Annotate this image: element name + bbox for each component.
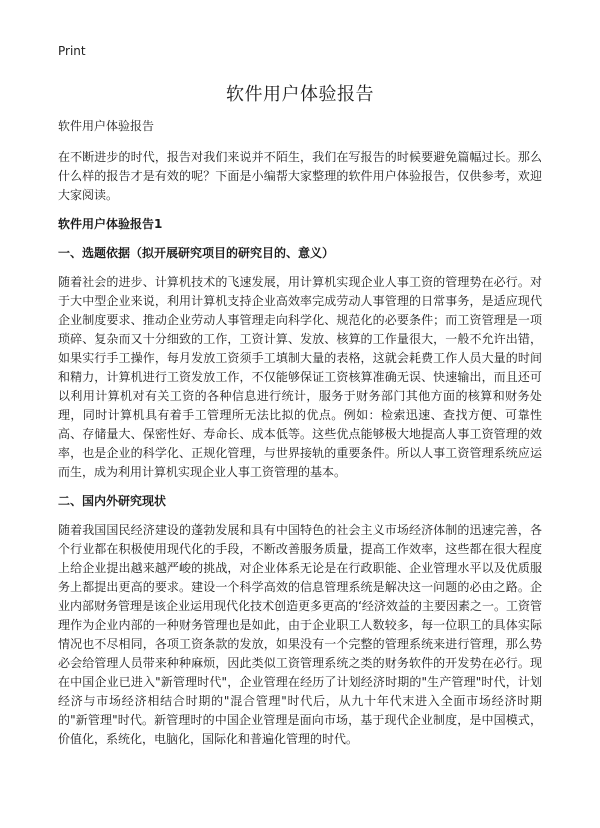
section-2-heading: 二、国内外研究现状 xyxy=(58,494,167,508)
intro-paragraph: 在不断进步的时代，报告对我们来说并不陌生，我们在写报告的时候要避免篇幅过长。那么什么样的报告才是有效的呢？下面是小编帮大家整理的软件用户体验报告，仅供参考，欢迎大家阅读。 xyxy=(58,150,542,202)
page-title: 软件用户体验报告 xyxy=(226,84,374,105)
document-subtitle: 软件用户体验报告 xyxy=(58,119,155,133)
section-2-paragraph: 随着我国国民经济建设的蓬勃发展和具有中国特色的社会主义市场经济体制的迅速完善，各个行业都在积极使用现代化的手段，不断改善服务质量，提高工作效率，这些都在很大程度上给企业提出越来越严峻的挑战，对企业体系无论是在行政职能、企业管理水平以及优质服务上都提出更高的要求。建设一个科学高效的信息管理系统是解决这一问题的必由之路。企业内部财务管理是该企业运用现代化技术创造更多更高的‘经济效益的主要因素之一。工资管理作为企业内部的一种财务管理也是如此，由于企业职工人数较多，每一位职工的具体实际情况也不尽相同，各项工资条款的发放，如果没有一个完整的管理系统来进行管理，那么势必会给管理人员带来种种麻烦，因此类似工资管理系统之类的财务软件的开发势在必行。现在中国企业已进入"新管理时代"，企业管理在经历了计划经济时期的"生产管理"时代，计划经济与市场经济相结合时期的"混合管理"时代后，从九十年代末进入全面市场经济时期的"新管理"时代。新管理时的中国企业管理是面向市场，基于现代企业制度，是中国模式，价值化，系统化，电脑化，国际化和普遍化管理的时代。 xyxy=(58,523,542,746)
report-heading: 软件用户体验报告1 xyxy=(58,217,163,231)
print-link[interactable]: Print xyxy=(58,44,86,58)
section-1-paragraph: 随着社会的进步、计算机技术的飞速发展，用计算机实现企业人事工资的管理势在必行。对于大中型企业来说，利用计算机支持企业高效率完成劳动人事管理的日常事务，是适应现代企业制度要求、推动企业劳动人事管理走向科学化、规范化的必要条件；而工资管理是一项琐碎、复杂而又十分细致的工作，工资计算、发放、核算的工作量很大，一般不允许出错，如果实行手工操作，每月发放工资须手工填制大量的表格，这就会耗费工作人员大量的时间和精力，计算机进行工资发放工作，不仅能够保证工资核算准确无误、快速输出，而且还可以利用计算机对有关工资的各种信息进行统计，服务于财务部门其他方面的核算和财务处理，同时计算机具有着手工管理所无法比拟的优点。例如：检索迅速、查找方便、可靠性高、存储量大、保密性好、寿命长、成本低等。这些优点能够极大地提高人事工资管理的效率，也是企业的科学化、正规化管理，与世界接轨的重要条件。所以人事工资管理系统应运而生，成为利用计算机实现企业人事工资管理的基本。 xyxy=(58,275,542,479)
section-1-heading: 一、选题依据（拟开展研究项目的研究目的、意义） xyxy=(58,246,335,260)
document-body xyxy=(58,117,542,759)
